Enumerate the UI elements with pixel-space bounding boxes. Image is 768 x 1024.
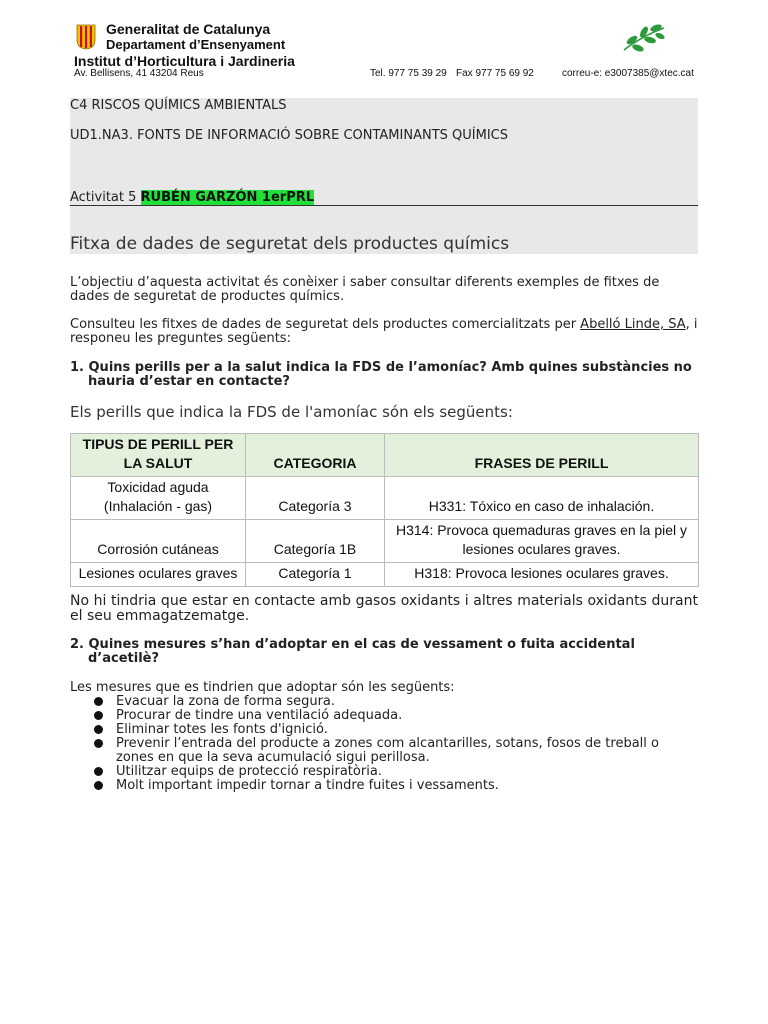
list-item-text: Prevenir l’entrada del producte a zones com alcantarilles, sotans, fosos de treball o zones en que la seva acumulació sigui perillosa. xyxy=(116,736,659,765)
table-header-cell: TIPUS DE PERILL PER LA SALUT xyxy=(71,434,246,477)
answer-1-intro: Els perills que indica la FDS de l'amoníac són els següents: xyxy=(70,403,513,421)
list-item xyxy=(70,779,698,793)
table-cell: Categoría 1B xyxy=(246,520,385,563)
course-title: C4 RISCOS QUÍMICS AMBIENTALS xyxy=(70,98,287,113)
bullet-icon xyxy=(94,697,103,706)
bullet-icon xyxy=(94,725,103,734)
question-1 xyxy=(70,361,698,389)
letterhead-institute: Institut d’Horticultura i Jardineria xyxy=(74,53,295,69)
answer-2-intro: Les mesures que es tindrien que adoptar són les següents: xyxy=(70,680,455,695)
list-item-text: Utilitzar equips de protecció respiratòria. xyxy=(116,764,382,779)
activity-line xyxy=(70,190,314,205)
letterhead-government: Generalitat de Catalunya xyxy=(106,21,271,37)
leaf-logo-icon xyxy=(618,22,668,54)
table-header-cell: CATEGORIA xyxy=(246,434,385,477)
consult-paragraph xyxy=(70,318,698,346)
header-banner xyxy=(70,98,698,254)
table-cell: H318: Provoca lesiones oculares graves. xyxy=(385,563,699,587)
letterhead-phone: Tel. 977 75 39 29 xyxy=(370,68,447,79)
table-cell: H314: Provoca quemaduras graves en la piel y lesiones oculares graves. xyxy=(385,520,699,563)
question-2-line2: d’acetilè? xyxy=(88,651,160,666)
letterhead-fax: Fax 977 75 69 92 xyxy=(456,68,534,79)
letterhead xyxy=(70,18,700,84)
list-item-text: Eliminar totes les fonts d'ignició. xyxy=(116,722,328,737)
list-item xyxy=(70,765,698,779)
table-cell: Corrosión cutáneas xyxy=(71,520,246,563)
hazard-table xyxy=(70,433,699,587)
objective-paragraph: L’objectiu d’aquesta activitat és conèixer i saber consultar diferents exemples de fitxes de dades de seguretat de productes químics. xyxy=(70,275,660,304)
table-cell: Toxicidad aguda (Inhalación - gas) xyxy=(71,477,246,520)
list-item xyxy=(70,695,698,709)
consult-text-before: Consulteu les fitxes de dades de seguretat dels productes comercialitzats per xyxy=(70,317,581,332)
list-item-text: Molt important impedir tornar a tindre fuites i vessaments. xyxy=(116,778,499,793)
bullet-icon xyxy=(94,711,103,720)
catalonia-crest-icon xyxy=(76,24,96,50)
list-item xyxy=(70,723,698,737)
list-item xyxy=(70,709,698,723)
consult-text-after: , i responeu les preguntes següents: xyxy=(70,317,698,346)
letterhead-email: correu-e: e3007385@xtec.cat xyxy=(562,68,694,79)
header-divider xyxy=(70,205,698,206)
bullet-icon xyxy=(94,739,103,748)
question-2 xyxy=(70,638,698,666)
question-1-line2: hauria d’estar en contacte? xyxy=(88,374,290,389)
table-header-cell: FRASES DE PERILL xyxy=(385,434,699,477)
question-2-line1: 2. Quines mesures s’han d’adoptar en el cas de vessament o fuita accidental xyxy=(70,637,635,652)
abello-linde-link[interactable]: Abelló Linde, SA xyxy=(580,317,686,332)
letterhead-department: Departament d’Ensenyament xyxy=(106,37,286,52)
table-cell: H331: Tóxico en caso de inhalación. xyxy=(385,477,699,520)
question-1-line1: 1. Quins perills per a la salut indica la FDS de l’amoníac? Amb quines substàncies no xyxy=(70,360,692,375)
activity-label: Activitat 5 xyxy=(70,190,141,205)
table-cell: Lesiones oculares graves xyxy=(71,563,246,587)
bullet-icon xyxy=(94,781,103,790)
table-header-row xyxy=(71,434,699,477)
bullet-icon xyxy=(94,767,103,776)
table-row xyxy=(71,520,699,563)
measures-list xyxy=(70,695,698,793)
table-cell: Categoría 1 xyxy=(246,563,385,587)
letterhead-address: Av. Bellisens, 41 43204 Reus xyxy=(74,68,204,79)
answer-1-outro: No hi tindria que estar en contacte amb gasos oxidants i altres materials oxidants durant el seu emmagatzematge. xyxy=(70,593,698,624)
list-item-text: Procurar de tindre una ventilació adequada. xyxy=(116,708,403,723)
list-item-text: Evacuar la zona de forma segura. xyxy=(116,694,336,709)
table-cell: Categoría 3 xyxy=(246,477,385,520)
table-row xyxy=(71,563,699,587)
table-row xyxy=(71,477,699,520)
list-item xyxy=(70,737,698,765)
unit-title: UD1.NA3. FONTS DE INFORMACIÓ SOBRE CONTAMINANTS QUÍMICS xyxy=(70,128,508,143)
page-title: Fitxa de dades de seguretat dels productes químics xyxy=(70,234,510,254)
student-name: RUBÉN GARZÓN 1erPRL xyxy=(140,190,315,205)
